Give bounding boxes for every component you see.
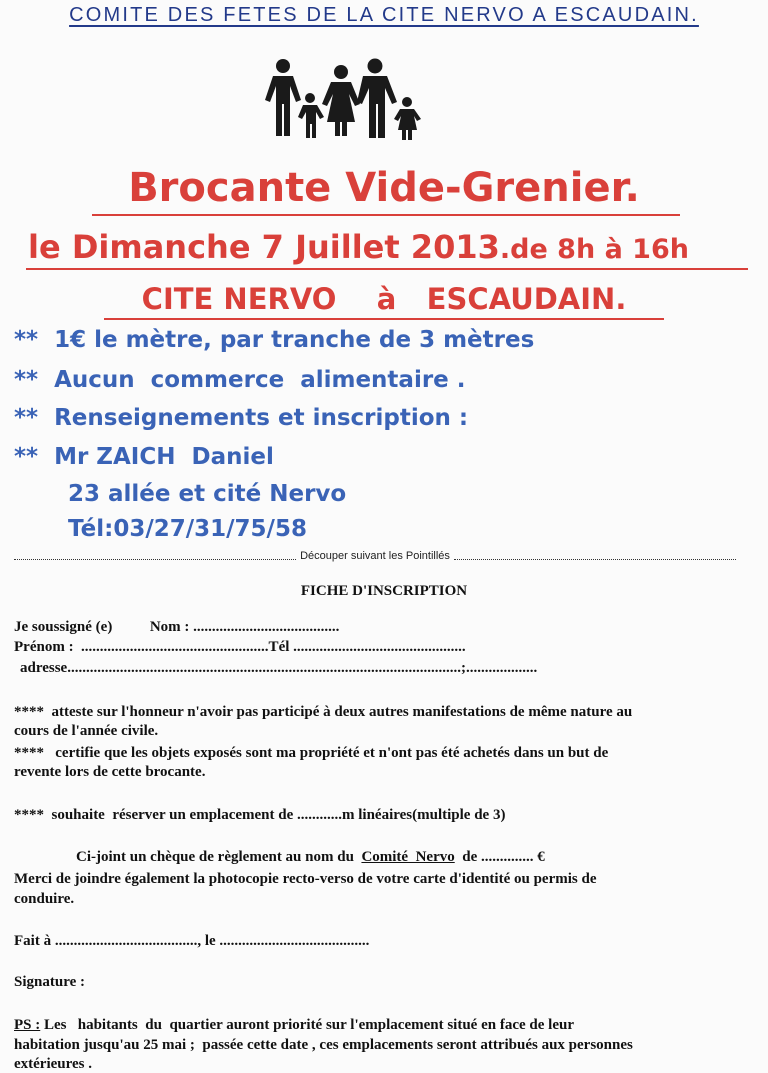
cut-line-label: Découper suivant les Pointillés xyxy=(300,550,450,562)
form-certify-line-2: revente lors de cette brocante. xyxy=(14,764,206,780)
event-date xyxy=(28,228,689,266)
form-copy-line-2: conduire. xyxy=(14,891,75,907)
location-underline xyxy=(104,318,664,320)
cut-line xyxy=(14,550,736,562)
ps-text-1: Les habitants du quartier auront priorité sur l'emplacement situé en face de leur xyxy=(40,1017,574,1033)
form-signature-label: Signature : xyxy=(14,974,85,990)
form-ps-line-1 xyxy=(14,1016,574,1034)
contact-address: 23 allée et cité Nervo xyxy=(68,481,347,507)
event-hours: .de 8h à 16h xyxy=(499,234,689,265)
committee-header: COMITE DES FETES DE LA CITE NERVO A ESCAUDAIN. xyxy=(69,4,699,26)
event-title: Brocante Vide-Grenier. xyxy=(128,165,640,211)
event-date-main: le Dimanche 7 Juillet 2013 xyxy=(28,228,500,266)
form-ps-line-3: extérieures . xyxy=(14,1056,93,1072)
form-made-at-line: Fait à ......................................, le ........................................ xyxy=(14,933,370,949)
contact-name: ** Mr ZAICH Daniel xyxy=(14,444,274,470)
form-address-line: adresse.........................................................................................................;................... xyxy=(20,660,538,676)
cheque-payee: Comité Nervo xyxy=(361,849,455,865)
form-certify-line-1: **** certifie que les objets exposés sont ma propriété et n'ont pas été achetés dans un but de xyxy=(14,745,609,761)
form-name-line: Je soussigné (e) Nom : ....................................... xyxy=(14,619,340,635)
cheque-text: Ci-joint un chèque de règlement au nom du xyxy=(76,849,362,865)
form-copy-line-1: Merci de joindre également la photocopie recto-verso de votre carte d'identité ou permis de xyxy=(14,871,597,887)
no-food-info: ** Aucun commerce alimentaire . xyxy=(14,367,466,393)
contact-heading: ** Renseignements et inscription : xyxy=(14,405,469,431)
form-reserve-line: **** souhaite réserver un emplacement de ............m linéaires(multiple de 3) xyxy=(14,807,506,823)
form-firstname-line: Prénom : ..................................................Tél .............................................. xyxy=(14,639,466,655)
price-info: ** 1€ le mètre, par tranche de 3 mètres xyxy=(14,327,535,353)
date-underline xyxy=(26,268,748,270)
form-attest-line-1: **** atteste sur l'honneur n'avoir pas participé à deux autres manifestations de même nature au xyxy=(14,704,633,720)
event-location: CITE NERVO à ESCAUDAIN. xyxy=(141,282,627,316)
ps-label: PS : xyxy=(14,1017,41,1033)
form-heading: FICHE D'INSCRIPTION xyxy=(300,583,468,599)
form-cheque-line xyxy=(76,848,545,866)
cheque-amount: de .............. € xyxy=(454,849,545,865)
title-underline xyxy=(92,214,680,216)
form-ps-line-2: habitation jusqu'au 25 mai ; passée cette date , ces emplacements seront attribués aux personnes xyxy=(14,1037,633,1053)
family-silhouette-icon xyxy=(255,56,425,140)
contact-phone: Tél:03/27/31/75/58 xyxy=(68,516,307,542)
form-attest-line-2: cours de l'année civile. xyxy=(14,723,159,739)
